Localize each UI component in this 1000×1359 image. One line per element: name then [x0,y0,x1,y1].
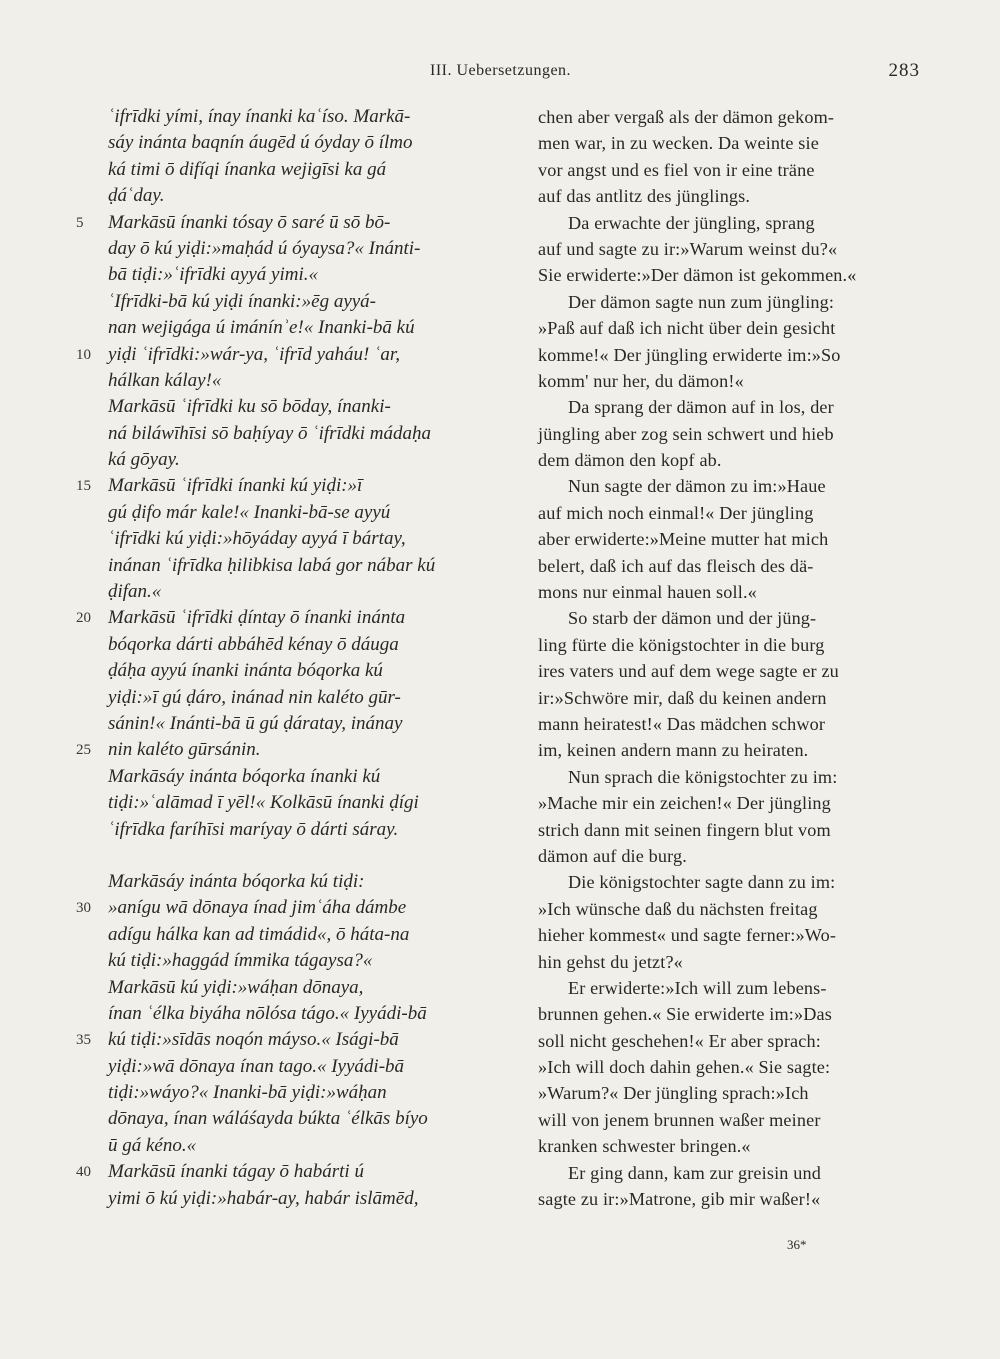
line-text: gú ḍifo már kale!« Inanki-bā-se ayyú [108,501,391,523]
somali-line [70,975,520,1001]
german-line: will von jenem brunnen waßer meiner [538,1109,821,1130]
german-translation-column [538,104,930,1212]
german-line: »Mache mir ein zeichen!« Der jüngling [538,793,831,814]
german-line: So starb der dämon und der jüng- [568,608,817,629]
german-line: soll nicht geschehen!« Er aber sprach: [538,1030,821,1051]
german-line: chen aber vergaß als der dämon gekom- [538,107,835,127]
somali-line [70,895,520,921]
somali-line [70,342,520,368]
line-number: 40 [76,1164,91,1181]
somali-line [70,764,520,790]
german-line: Der dämon sagte nun zum jüngling: [568,291,835,312]
somali-line [70,500,520,526]
german-line: mons nur einmal hauen soll.« [538,582,757,603]
line-text: dōnaya, ínan wáláśayda búkta ʿélkās bíyo [108,1108,428,1130]
line-text: Markāsū kú yiḍi:»wáḥan dōnaya, [108,976,364,998]
somali-line [70,685,520,711]
somali-line [70,421,520,447]
line-text: tiḍi:»ʿalāmad ī yēl!« Kolkāsū ínanki ḍígi [108,792,419,814]
german-line: Sie erwiderte:»Der dämon ist gekommen.« [538,265,857,286]
line-text: nan wejigága ú imánínʾe!« Inanki-bā kú [108,317,415,339]
line-text: »anígu wā dōnaya ínad jimʿáha dámbe [108,897,407,919]
german-line: aber erwiderte:»Meine mutter hat mich [538,529,829,550]
somali-line [70,236,520,262]
line-text: yimi ō kú yiḍi:»habár-ay, habár islāmēd, [108,1187,419,1209]
somali-line [70,632,520,658]
line-text: yiḍi:»ī gú ḍáro, inánad nin kaléto gūr- [108,686,401,708]
line-text: ná biláwīhīsi sō baḥíyay ō ʿifrīdki mádaḥa [108,422,431,444]
german-line: auf das antlitz des jünglings. [538,186,751,207]
line-text: ḍifan.« [108,581,162,603]
line-text: ū gá kéno.« [108,1134,197,1156]
german-line: strich dann mit seinen fingern blut vom [538,819,831,840]
somali-line [70,1159,520,1185]
line-text: Markāsū ínanki tágay ō habárti ú [108,1161,364,1183]
somali-line [70,817,520,843]
somali-line [70,605,520,631]
german-line: »Ich wünsche daß du nächsten freitag [538,898,818,919]
german-line: dem dämon den kopf ab. [538,450,722,471]
german-line: hieher kommest« und sagte ferner:»Wo- [538,925,837,946]
german-line: ling fürte die königstochter in die burg [538,634,825,655]
somali-line [70,869,520,895]
line-text: ʿifrīdki yími, ínay ínanki kaʿíso. Markā- [108,106,411,127]
german-line: komme!« Der jüngling erwiderte im:»So [538,344,841,365]
line-text: ʿifrīdka faríhīsi maríyay ō dárti sáray. [108,818,399,840]
german-line: Die königstochter sagte dann zu im: [568,872,836,893]
somali-line [70,948,520,974]
line-text: Markāsáy inánta bóqorka kú tiḍi: [108,870,365,892]
line-text: Markāsū ʿifrīdki ku sō bōday, ínanki- [108,396,391,418]
german-line: komm' nur her, du dämon!« [538,370,744,391]
german-line: Nun sprach die königstochter zu im: [568,766,838,787]
line-text: Markāsáy inánta bóqorka ínanki kú [108,765,381,787]
line-text: Markāsū ʿifrīdki ḍíntay ō ínanki inánta [108,607,406,629]
german-line: »Warum?« Der jüngling sprach:»Ich [538,1083,809,1104]
line-text: sánin!« Inánti-bā ū gú ḍáratay, inánay [108,712,403,734]
somali-line [70,394,520,420]
somali-line [70,447,520,473]
somali-line [70,1054,520,1080]
german-line: dämon auf die burg. [538,845,687,866]
line-text: kú tiḍi:»sīdās noqón máyso.« Isági-bā [108,1029,399,1051]
signature-mark: 36* [787,1237,807,1252]
somali-line [70,790,520,816]
line-text: yiḍi:»wā dōnaya ínan tago.« Iyyádi-bā [108,1055,405,1077]
german-line: ires vaters und auf dem wege sagte er zu [538,661,839,682]
german-line: auf und sagte zu ir:»Warum weinst du?« [538,238,838,259]
line-text: tiḍi:»wáyo?« Inanki-bā yiḍi:»wáḥan [108,1082,387,1104]
line-number: 30 [76,900,91,917]
line-text: bóqorka dárti abbáhēd kénay ō dáuga [108,633,399,655]
line-number: 35 [76,1032,91,1049]
german-line: mann heiratest!« Das mädchen schwor [538,713,826,734]
somali-line [70,104,520,130]
line-text: sáy inánta baqnín áugēd ú óyday ō ílmo [108,132,413,154]
somali-line [70,579,520,605]
somali-line [70,157,520,183]
line-text: nin kaléto gūrsánin. [108,739,261,761]
somali-line [70,1080,520,1106]
somali-line [70,711,520,737]
line-number: 25 [76,742,91,759]
somali-line [70,130,520,156]
line-text: inánan ʿifrīdka ḥilibkisa labá gor nábar kú [108,554,436,576]
line-text: kú tiḍi:»haggád ímmika tágaysa?« [108,950,373,972]
german-line: kranken schwester bringen.« [538,1136,751,1157]
somali-line [70,1186,520,1212]
german-line: im, keinen andern mann zu heiraten. [538,740,809,761]
line-number: 15 [76,478,91,495]
somali-line [70,210,520,236]
german-line: Er erwiderte:»Ich will zum lebens- [568,977,827,998]
german-line: sagte zu ir:»Matrone, gib mir waßer!« [538,1189,821,1210]
german-line: jüngling aber zog sein schwert und hieb [538,423,834,444]
somali-line [70,473,520,499]
line-number: 20 [76,610,91,627]
somali-line [70,368,520,394]
line-text: adígu hálka kan ad timádid«, ō háta-na [108,923,410,945]
somali-line [70,1106,520,1132]
german-line: hin gehst du jetzt?« [538,951,683,972]
german-line: Er ging dann, kam zur greisin und [568,1162,821,1183]
somali-line [70,289,520,315]
somali-line [70,262,520,288]
german-line: vor angst und es fiel von ir eine träne [538,159,815,180]
line-text: bā tiḍi:»ʿifrīdki ayyá yimi.« [108,264,319,286]
running-header: III. Uebersetzungen. [430,62,572,79]
somali-line [70,315,520,341]
german-line: belert, daß ich auf das fleisch des dä- [538,555,814,576]
somali-line [70,737,520,763]
line-text: Markāsū ʿifrīdki ínanki kú yiḍi:»ī [108,475,363,497]
german-line: Nun sagte der dämon zu im:»Haue [568,476,826,497]
german-line: auf mich noch einmal!« Der jüngling [538,502,814,523]
line-text: ínan ʿélka biyáha nōlósa tágo.« Iyyádi-bā [108,1002,427,1024]
somali-line [70,922,520,948]
somali-line [70,553,520,579]
german-line: brunnen gehen.« Sie erwiderte im:»Das [538,1004,832,1025]
somali-line [70,1027,520,1053]
line-number: 10 [76,346,91,363]
german-line: »Ich will doch dahin gehen.« Sie sagte: [538,1057,831,1078]
line-text: ká timi ō difíqi ínanka wejigīsi ka gá [108,158,387,180]
line-text: day ō kú yiḍi:»maḥád ú óyaysa?« Inánti- [108,237,421,259]
line-text: hálkan kálay!« [108,369,222,391]
page-number: 283 [888,60,920,81]
german-line: Da sprang der dämon auf in los, der [568,397,834,418]
line-text: Markāsū ínanki tósay ō saré ū sō bō- [108,211,391,233]
german-line: Da erwachte der jüngling, sprang [568,212,815,233]
line-text: yiḍi ʿifrīdki:»wár-ya, ʿifrīd yaháu! ʿar, [108,343,400,365]
line-text: ʿIfrīdki-bā kú yiḍi ínanki:»ēg ayyá- [108,290,377,312]
line-text: ʿifrīdki kú yiḍi:»hōyáday ayyá ī bártay, [108,528,406,550]
german-line: ir:»Schwöre mir, daß du keinen andern [538,687,827,708]
somali-text-column [70,104,520,1212]
line-text: ḍáʿday. [108,185,165,207]
line-text: ḍáḥa ayyú ínanki inánta bóqorka kú [108,660,383,682]
somali-line [70,1001,520,1027]
german-line: men war, in zu wecken. Da weinte sie [538,133,819,154]
somali-line [70,1133,520,1159]
german-line: »Paß auf daß ich nicht über dein gesicht [538,318,836,339]
somali-line [70,183,520,209]
somali-line [70,658,520,684]
line-text: ká gōyay. [108,449,180,471]
line-number: 5 [76,214,84,231]
somali-line [70,526,520,552]
